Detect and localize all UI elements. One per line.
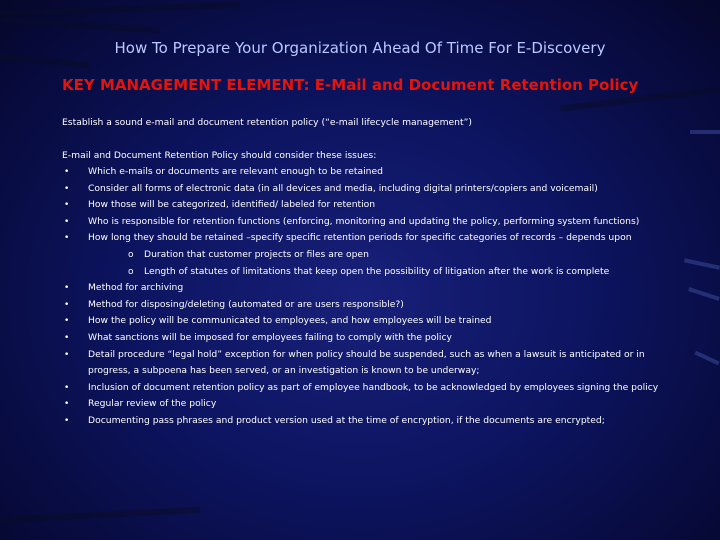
list-item: • Method for archiving (62, 280, 662, 297)
sub-list-item: o Length of statutes of limitations that keep open the possibility of litigation after the work is complete (88, 264, 662, 281)
issues-list (62, 164, 662, 430)
background-stripe (694, 351, 719, 366)
list-item: • Inclusion of document retention policy as part of employee handbook, to be acknowledged by employees signing the policy (62, 380, 662, 397)
sub-list-item: o Duration that customer projects or files are open (88, 247, 662, 264)
list-item: • How the policy will be communicated to employees, and how employees will be trained (62, 313, 662, 330)
background-stripe (0, 16, 160, 33)
slide-title: How To Prepare Your Organization Ahead Of Time For E-Discovery (114, 39, 606, 57)
list-item (62, 230, 662, 280)
retention-sublist (88, 247, 662, 280)
background-stripe (0, 507, 200, 523)
list-item: • Method for disposing/deleting (automated or are users responsible?) (62, 297, 662, 314)
list-item: • Consider all forms of electronic data (in all devices and media, including digital printers/copiers and voicemail) (62, 181, 662, 198)
list-item: • Detail procedure “legal hold” exception for when policy should be suspended, such as when a lawsuit is anticipated or in progress, a subpoena has been served, or an investigation is known to be underway; (62, 347, 662, 380)
list-item: • How those will be categorized, identified/ labeled for retention (62, 197, 662, 214)
list-item: • Which e-mails or documents are relevant enough to be retained (62, 164, 662, 181)
background-stripe (684, 258, 720, 269)
issues-lead-text: E-mail and Document Retention Policy should consider these issues: (62, 150, 377, 161)
background-stripe (0, 2, 240, 16)
slide-subtitle: KEY MANAGEMENT ELEMENT: E-Mail and Document Retention Policy (62, 76, 639, 94)
list-item: • Documenting pass phrases and product version used at the time of encryption, if the documents are encrypted; (62, 413, 662, 430)
background-stripe (690, 130, 720, 134)
list-item: • What sanctions will be imposed for employees failing to comply with the policy (62, 330, 662, 347)
background-stripe (688, 287, 720, 301)
list-item: • Who is responsible for retention functions (enforcing, monitoring and updating the policy, performing system functions) (62, 214, 662, 231)
intro-text: Establish a sound e-mail and document retention policy (“e-mail lifecycle management”) (62, 117, 472, 128)
list-item: • Regular review of the policy (62, 396, 662, 413)
list-item-text: How long they should be retained –specify specific retention periods for specific categories of records – depends upon (88, 232, 632, 244)
